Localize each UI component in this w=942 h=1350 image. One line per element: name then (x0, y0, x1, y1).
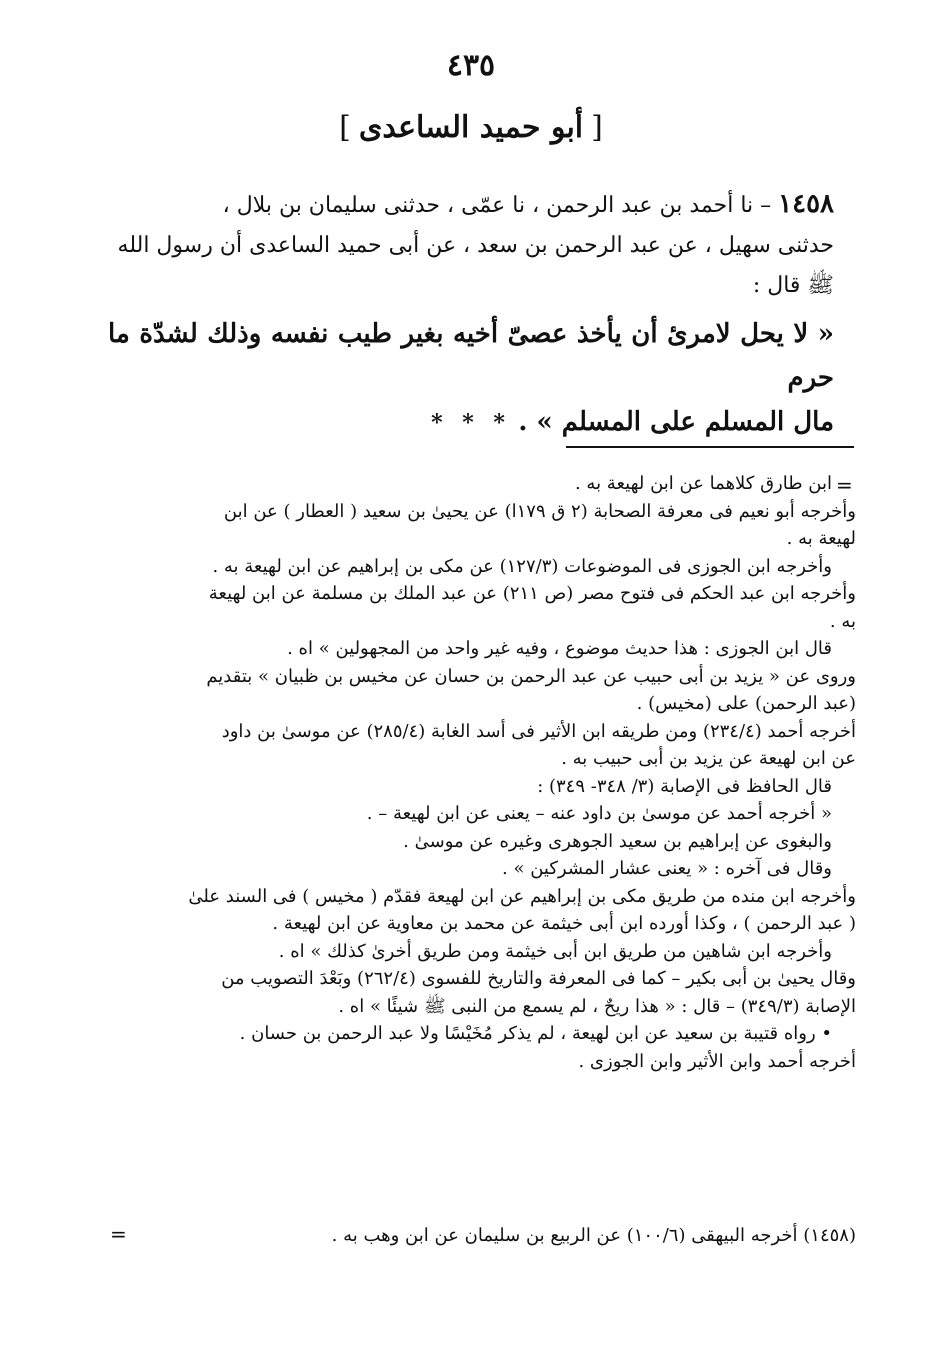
footnotes (104, 470, 856, 1075)
footnote-line: قال الحافظ فى الإصابة (٣/ ٣٤٨- ٣٤٩) : (537, 775, 832, 797)
footnote-line: وأخرجه ابن عبد الحكم فى فتوح مصر (ص ٢١١) عن عبد الملك بن مسلمة عن ابن لهيعة (208, 583, 856, 604)
footnote-line: قال ابن الجوزى : هذا حديث موضوع ، وفيه غير واحد من المجهولين » اه . (287, 638, 832, 659)
isnad-line-1: نا أحمد بن عبد الرحمن ، نا عمّى ، حدثنى سليمان بن بلال ، (222, 193, 754, 218)
section-separator: * * * (431, 410, 511, 436)
footnote-line: وأخرجه ابن الجوزى فى الموضوعات (١٢٧/٣) عن مكى بن إبراهيم عن ابن لهيعة به . (212, 555, 832, 577)
footnote-line: لهيعة به . (786, 528, 856, 549)
footnote-line: الإصابة (٣٤٩/٣) – قال : « هذا ريحٌ ، لم يسمع من النبى ﷺ شيئًا » اه . (338, 995, 856, 1017)
footnote-line: • رواه قتيبة بن سعيد عن ابن لهيعة ، لم يذكر مُخَيْسًا ولا عبد الرحمن بن حسان . (239, 1023, 832, 1044)
footnote-line: ( عبد الرحمن ) ، وكذا أورده ابن أبى خيثمة عن محمد بن معاوية عن ابن لهيعة . (272, 913, 856, 934)
footnote-divider (566, 446, 854, 448)
footnote-line: أخرجه أحمد (٢٣٤/٤) ومن طريقه ابن الأثير فى أسد الغابة (٢٨٥/٤) عن موسىٰ بن داود (221, 720, 856, 742)
footnote-line: ابن طارق كلاهما عن ابن لهيعة به . (574, 473, 832, 494)
chapter-title-text: أبو حميد الساعدى (358, 110, 584, 145)
hadith-block (108, 184, 834, 444)
footnote-line: به . (829, 610, 856, 632)
matn-line-1: « لا يحل لامرئ أن يأخذ عصىّ أخيه بغير طيب نفسه وذلك لشدّة ما حرم (108, 319, 834, 393)
footnote-line: وقال فى آخره : « يعنى عشار المشركين » . (502, 858, 832, 879)
footnote-line: وقال يحيىٰ بن أبى بكير – كما فى المعرفة والتاريخ للفسوى (٢٦٢/٤) وبَعْدَ التصويب من (221, 968, 856, 989)
footnote-line: عن ابن لهيعة عن يزيد بن أبى حبيب به . (561, 748, 856, 769)
footnote-line: (عبد الرحمن) على (مخيس) . (636, 693, 856, 714)
matn-line-2: مال المسلم على المسلم » . (518, 407, 834, 437)
bracket-close: ] (339, 110, 351, 145)
isnad-line-2: حدثنى سهيل ، عن عبد الرحمن بن سعد ، عن أبى حميد الساعدى أن رسول الله (117, 233, 834, 258)
footnote-line: والبغوى عن إبراهيم بن سعيد الجوهرى وغيره عن موسىٰ . (403, 830, 832, 852)
bracket-open: [ (591, 110, 603, 145)
continuation-marker-bottom: = (110, 1222, 127, 1246)
footnote-line: أخرجه أحمد وابن الأثير وابن الجوزى . (578, 1050, 856, 1072)
hadith-isnad (108, 184, 834, 306)
hadith-number: ١٤٥٨ (778, 189, 834, 219)
footnote-line: وروى عن « يزيد بن أبى حبيب عن عبد الرحمن بن حسان عن مخيس بن ظبيان » بتقديم (206, 665, 856, 687)
page-number: ٤٣٥ (446, 48, 496, 83)
footnote-line: وأخرجه ابن شاهين من طريق ابن أبى خيثمة ومن طريق أخرىٰ كذلك » اه . (278, 940, 832, 962)
isnad-line-3: ﷺ قال : (752, 273, 834, 298)
hadith-dash: – (753, 193, 779, 218)
footnote-line: وأخرجه أبو نعيم فى معرفة الصحابة (٢ ق ١٧٩ا) عن يحيىٰ بن سعيد ( العطار ) عن ابن (223, 500, 856, 522)
continuation-marker-top: = (836, 473, 853, 497)
footnote-line: « أخرجه أحمد عن موسىٰ بن داود عنه – يعنى عن ابن لهيعة – . (366, 803, 832, 824)
hadith-1458-footnote: (١٤٥٨) أخرجه البيهقى (١٠٠/٦) عن الربيع بن سليمان عن ابن وهب به . (331, 1225, 856, 1246)
chapter-title (0, 110, 942, 145)
footnote-line: وأخرجه ابن منده من طريق مكى بن إبراهيم عن ابن لهيعة فقدّم ( مخيس ) فى السند علىٰ (188, 885, 856, 907)
